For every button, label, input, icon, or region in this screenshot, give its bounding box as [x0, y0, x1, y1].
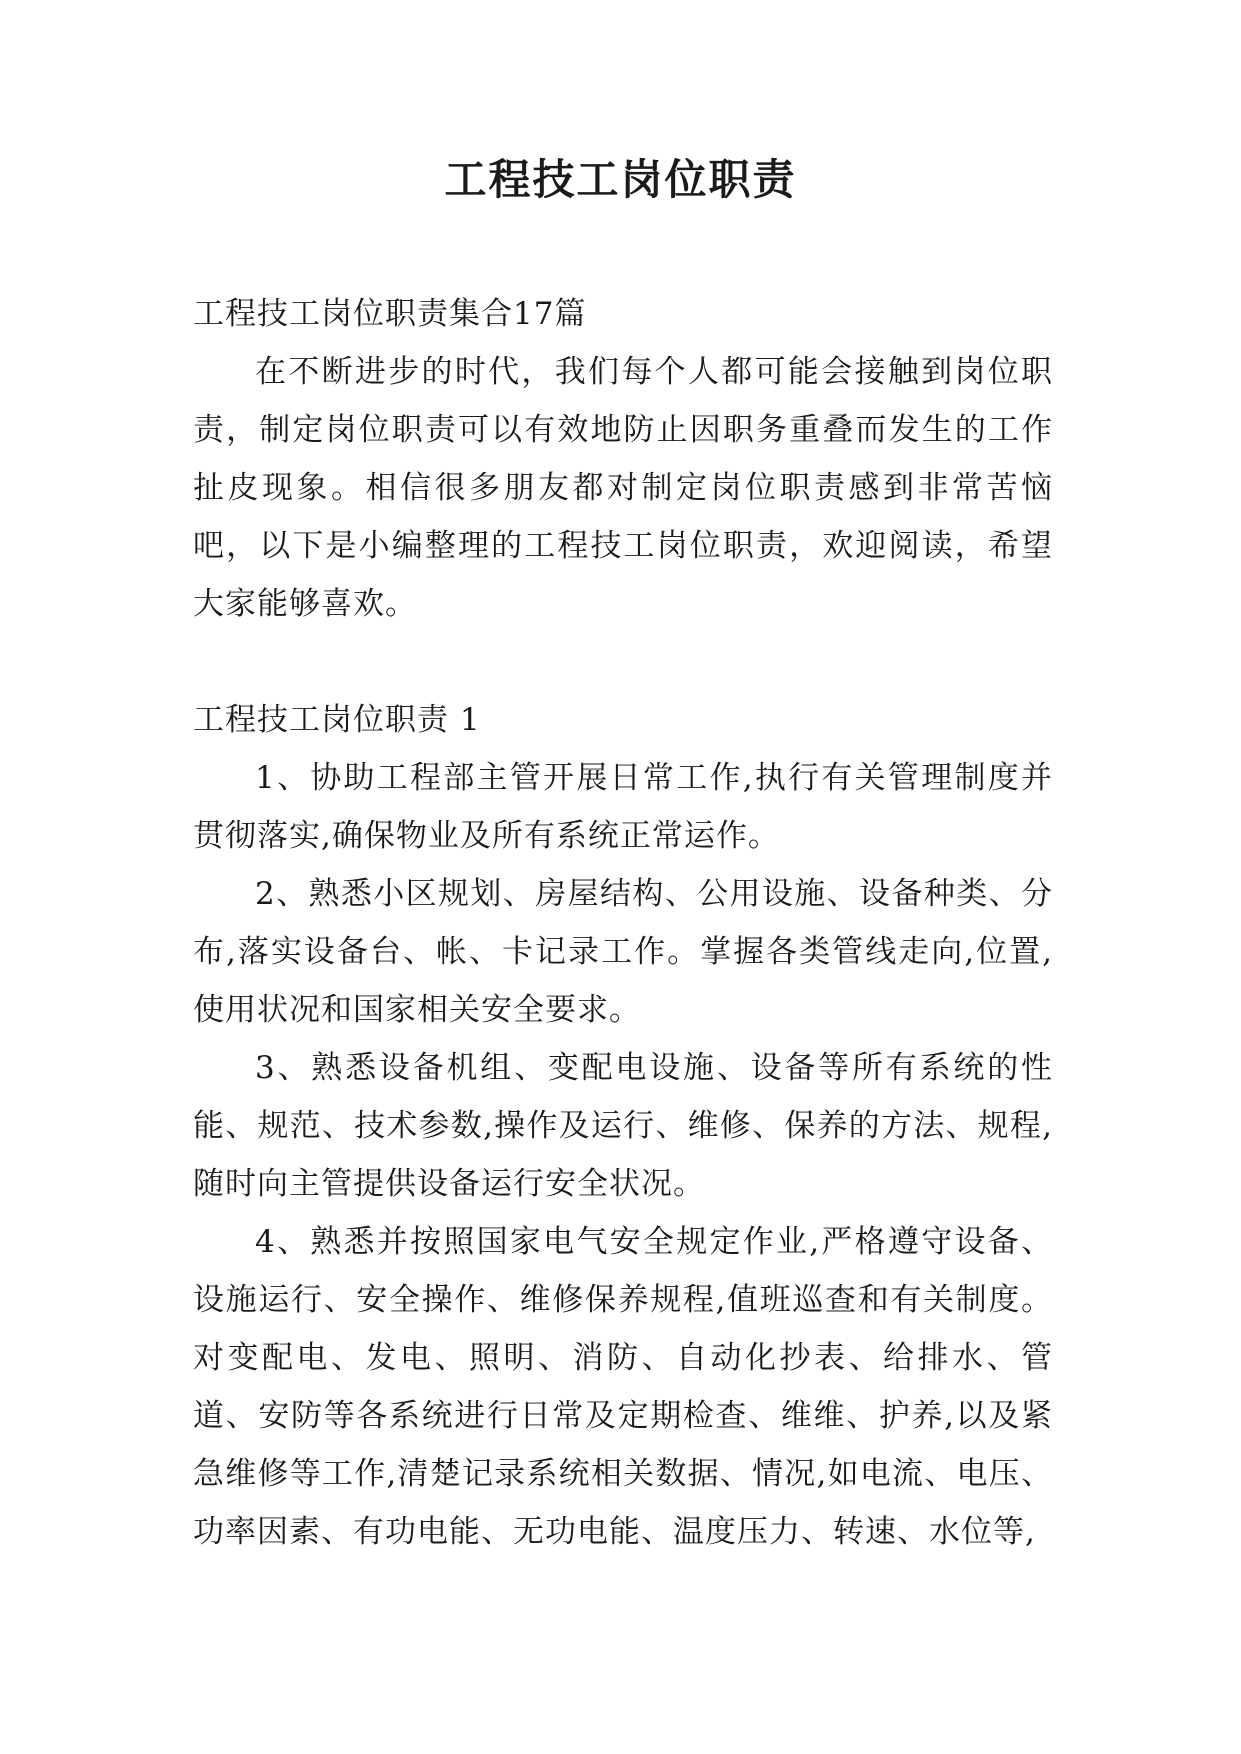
duty-item-4: 4、熟悉并按照国家电气安全规定作业,严格遵守设备、设施运行、安全操作、维修保养规程,值班巡查和有关制度。对变配电、发电、照明、消防、自动化抄表、给排水、管道、安防等各系统进行日常及定期检查、维维、护养,以及紧急维修等工作,清楚记录系统相关数据、情况,如电流、电压、功率因素、有功电能、无功电能、温度压力、转速、水位等, — [193, 1224, 1053, 1550]
duty-item-2: 2、熟悉小区规划、房屋结构、公用设施、设备种类、分布,落实设备台、帐、卡记录工作。掌握各类管线走向,位置,使用状况和国家相关安全要求。 — [193, 876, 1053, 1028]
document-title: 工程技工岗位职责 — [444, 155, 797, 204]
intro-paragraph: 在不断进步的时代，我们每个人都可能会接触到岗位职责，制定岗位职责可以有效地防止因职务重叠而发生的工作扯皮现象。相信很多朋友都对制定岗位职责感到非常苦恼吧，以下是小编整理的工程技工岗位职责，欢迎阅读，希望大家能够喜欢。 — [193, 354, 1053, 622]
document-body — [193, 285, 1053, 1561]
section-spacer — [193, 633, 1053, 691]
duty-item-3: 3、熟悉设备机组、变配电设施、设备等所有系统的性能、规范、技术参数,操作及运行、维修、保养的方法、规程,随时向主管提供设备运行安全状况。 — [193, 1050, 1053, 1202]
document-subtitle: 工程技工岗位职责集合17篇 — [193, 296, 587, 332]
section-heading: 工程技工岗位职责 1 — [193, 702, 481, 738]
duty-item-1: 1、协助工程部主管开展日常工作,执行有关管理制度并贯彻落实,确保物业及所有系统正常运作。 — [193, 760, 1053, 854]
